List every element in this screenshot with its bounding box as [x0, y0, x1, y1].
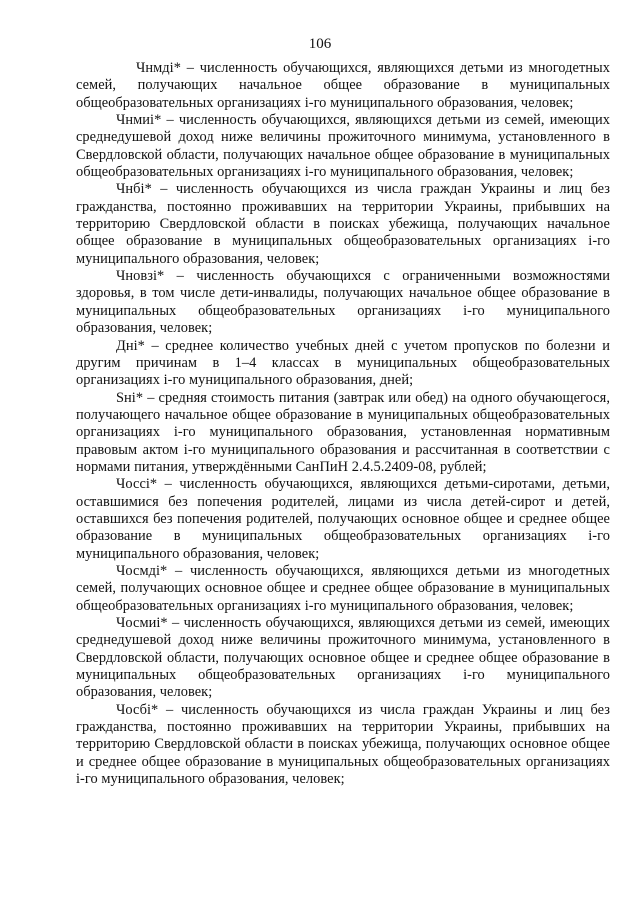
page-number: 106: [308, 36, 332, 52]
paragraph-chosb: Чосбі* – численность обучающихся из числа граждан Украины и лиц без гражданства, постоянно проживавших на территории Украины, прибывших на территорию Свердловской области в поисках убежища, получающих основное общее и среднее общее образование в муниципальных общеобразовательных организациях і-го муниципального образования, человек;: [76, 701, 610, 788]
paragraph-chnovz: Чновзі* – численность обучающихся с ограниченными возможностями здоровья, в том числе дети-инвалиды, получающих начальное общее образование в муниципальных общеобразовательных организациях і-го муниципального образования, человек;: [76, 268, 610, 337]
paragraph-dn: Дні* – среднее количество учебных дней с учетом пропусков по болезни и другим причинам в 1–4 классах в муниципальных общеобразовательных организациях і-го муниципального образования, дней;: [76, 337, 610, 389]
document-body: [76, 60, 610, 788]
paragraph-chnb: Чнбі* – численность обучающихся из числа граждан Украины и лиц без гражданства, постоянно проживавших на территории Украины, прибывших на территорию Свердловской области в поисках убежища, получающих начальное общее образование в муниципальных общеобразовательных организациях і-го муниципального образования, человек;: [76, 181, 610, 267]
paragraph-chnmi: Чнмиі* – численность обучающихся, являющихся детьми из семей, имеющих среднедушевой доход ниже величины прожиточного минимума, установленного в Свердловской области, получающих начальное общее образование в муниципальных общеобразовательных организациях і-го муниципального образования, человек;: [76, 112, 610, 181]
paragraph-chosmd: Чосмді* – численность обучающихся, являющихся детьми из многодетных семей, получающих основное общее и среднее общее образование в муниципальных общеобразовательных организациях і-го муниципального образования, человек;: [76, 562, 610, 614]
paragraph-chnmd: Чнмді* – численность обучающихся, являющихся детьми из многодетных семей, получающих начальное общее образование в муниципальных общеобразовательных организациях і-го муниципального образования, человек;: [76, 60, 610, 111]
paragraph-choss: Чоссі* – численность обучающихся, являющихся детьми-сиротами, детьми, оставшимися без попечения родителей, лицами из числа детей-сирот и детей, оставшихся без попечения родителей, получающих основное общее и среднее общее образование в муниципальных общеобразовательных организациях і-го муниципального образования, человек;: [76, 476, 610, 562]
paragraph-sn: Sнi* – средняя стоимость питания (завтрак или обед) на одного обучающегося, получающего начальное общее образование в муниципальных общеобразовательных организациях і-го муниципального образования, установленная нормативным правовым актом і-го муниципального образования и рассчитанная в соответствии с нормами питания, утверждёнными СанПиН 2.4.5.2409-08, рублей;: [76, 389, 610, 475]
paragraph-chosmi: Чосмиі* – численность обучающихся, являющихся детьми из семей, имеющих среднедушевой доход ниже величины прожиточного минимума, установленного в Свердловской области, получающих основное общее и среднее общее образование в муниципальных общеобразовательных организациях і-го муниципального образования, человек;: [76, 615, 610, 701]
